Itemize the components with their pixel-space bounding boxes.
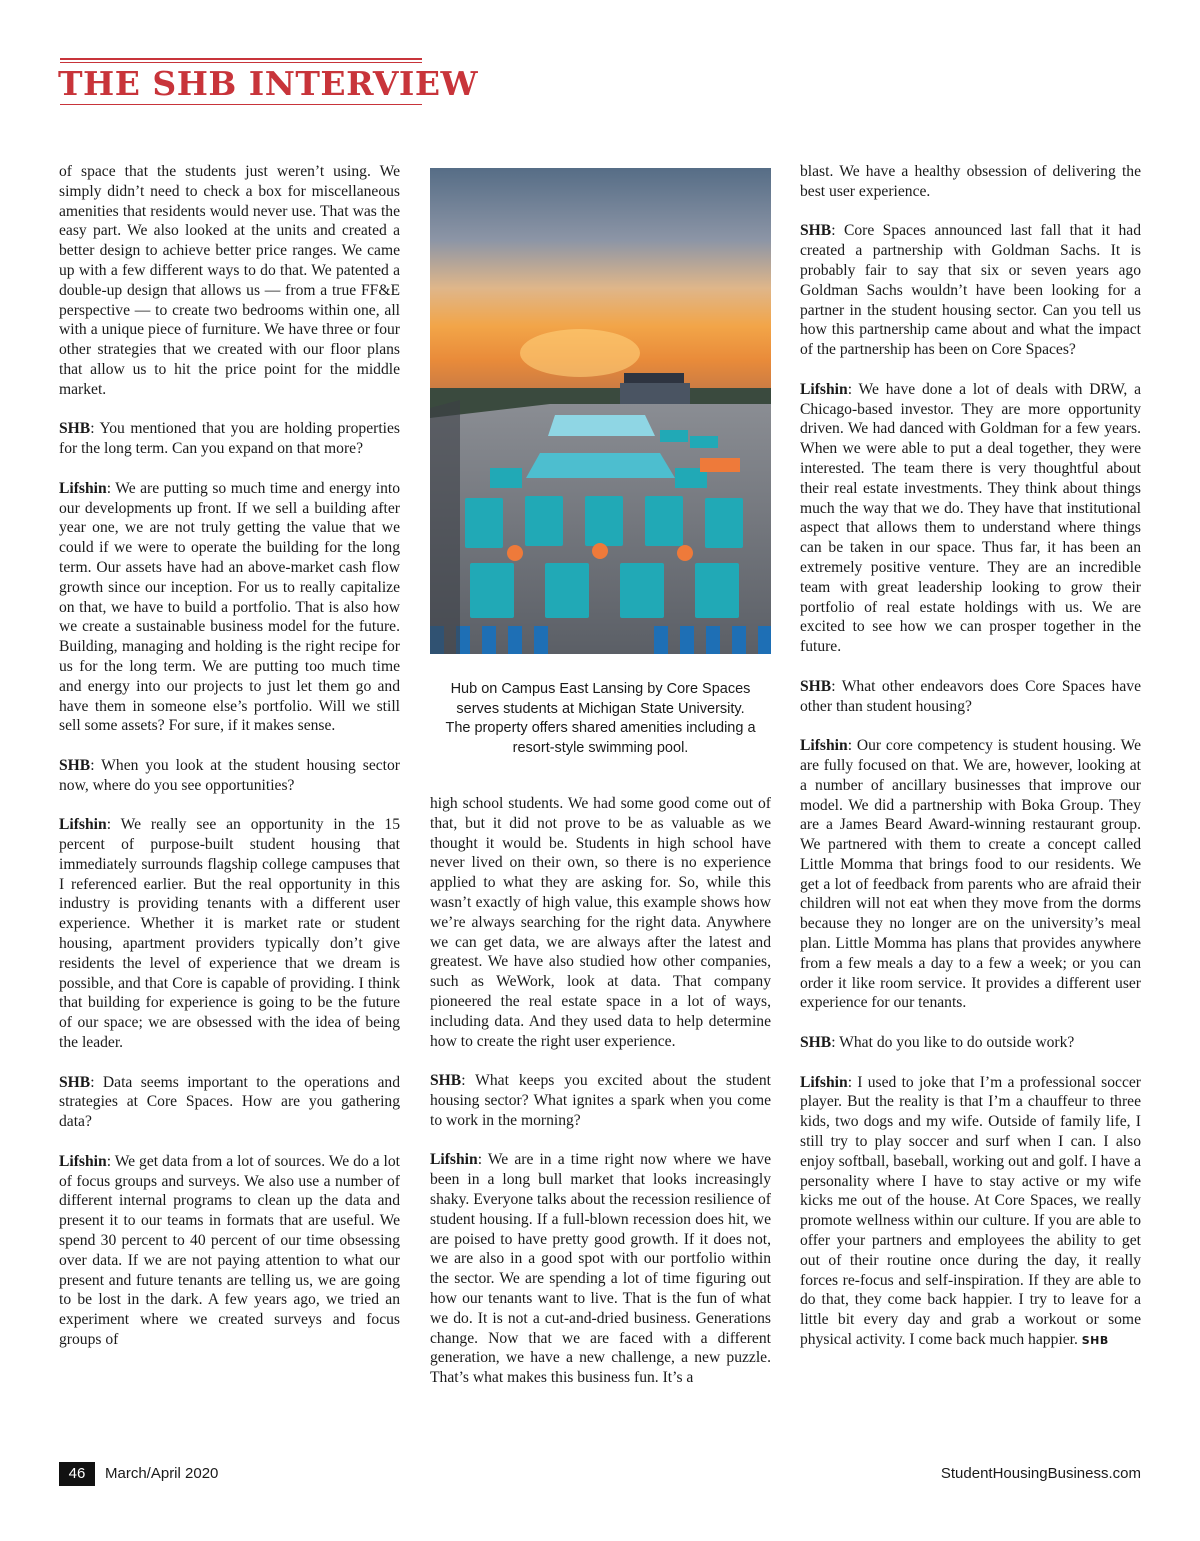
paragraph-text: : We get data from a lot of sources. We do a lot of focus groups and surveys. We also use a number of different internal programs to clean up the data and present it to our teams in formats that are useful. We spend 30 percent to 40 percent of our time obsessing over data. If we are not paying attention to what our present and future tenants are telling us, we are going to be lost in the dark. A few years ago, we tried an experiment where we created surveys and focus groups of [59, 1152, 400, 1349]
end-mark: SHB [1081, 1334, 1109, 1348]
article-column-1 [59, 162, 400, 1370]
speaker: Lifshin [800, 380, 848, 398]
paragraph [59, 1152, 400, 1350]
section-title: THE SHB INTERVIEW [58, 64, 479, 103]
paragraph-text: : I used to joke that I’m a professional soccer player. But the reality is that I’m a chauffeur to three kids, two dogs and my wife. Outside of family life, I still try to play soccer and surf when I can. I also enjoy softball, baseball, working out and golf. I have a personality where I have to stay active or my wife kicks me out of the house. At Core Spaces, we really promote wellness within our culture. If you are able to offer your partners and employees the ability to get out of their routine once during the day, it really forces re-focus and self-inspiration. If they are able to do that, they come back happier. I try to leave for a little bit every day and grab a workout or some physical activity. I come back much happier. [800, 1073, 1141, 1349]
paragraph-text: high school students. We had some good come out of that, but it did not prove to be as valuable as we thought it would be. Students in high school have never lived on their own, so there is no experience applied to what they are asking for. So, while this wasn’t exactly of high value, this example shows how we’re always searching for the right data. Anywhere we can get data, we are always after the latest and greatest. We have also studied how other companies, such as WeWork, look at data. That company pioneered the real estate space in a lot of ways, including data. And they used data to help determine how to create the right user experience. [430, 795, 771, 1050]
speaker: SHB [59, 1073, 91, 1091]
paragraph-text: : Our core competency is student housing. We are fully focused on that. We are, however, looking at a number of ancillary businesses that improve our model. We did a partnership with Boka Group. They are a James Beard Award-winning restaurant group. We partnered with them to create a concept called Little Momma that brings food to our residents. We get a lot of feedback from parents who are afraid their children will not eat when they move from the dorms because they no longer are on the university’s meal plan. Little Momma has plans that provides anywhere from a few meals a day to a few a week; or you can order it like room service. It provides a different user experience for our tenants. [800, 737, 1141, 1012]
paragraph-text: : What do you like to do outside work? [831, 1034, 1075, 1052]
paragraph-text: : We have done a lot of deals with DRW, a Chicago-based investor. They are more opportunity driven. We had danced with Goldman for a few years. When we were able to put a deal together, they were interested. The team there is very thoughtful about their real estate investments. They think about things much the way that we do. They have that institutional aspect that allows them to understand where things can be taken in our space. Thus far, it has been an extremely positive venture. They are an incredible team with great leadership looking to grow their portfolio of real estate holdings with us. We are excited to see how we can prosper together in the future. [800, 380, 1141, 656]
paragraph [59, 1073, 400, 1132]
paragraph [800, 162, 1141, 202]
header-rule-bottom [60, 104, 422, 105]
paragraph [800, 221, 1141, 360]
photo-caption [430, 680, 771, 758]
speaker: Lifshin [59, 1152, 107, 1170]
header-rule-top-thin [60, 62, 422, 63]
paragraph [430, 794, 771, 1051]
speaker: Lifshin [800, 1073, 848, 1091]
paragraph-text: blast. We have a healthy obsession of delivering the best user experience. [800, 163, 1141, 200]
speaker: Lifshin [59, 816, 107, 834]
paragraph [59, 162, 400, 400]
paragraph [800, 736, 1141, 1013]
speaker: Lifshin [800, 737, 848, 755]
speaker: Lifshin [430, 1151, 478, 1169]
caption-line: The property offers shared amenities including a [445, 720, 756, 737]
article-column-3 [800, 162, 1141, 1371]
paragraph-text: : Core Spaces announced last fall that it had created a partnership with Goldman Sachs. It is probably fair to say that six or seven years ago Goldman Sachs wouldn’t have been looking for a partner in the student housing sector. Can you tell us how this partnership came about and what the impact of the partnership has been on Core Spaces? [800, 222, 1141, 359]
paragraph-text: : We are in a time right now where we have been in a long bull market that looks increasingly shaky. Everyone talks about the recession resilience of student housing. If a full-blown recession does hit, we are poised to have pretty good growth. If it does not, we are also in a good spot with our portfolio within the sector. We are spending a lot of time figuring out how our tenants want to live. That is the fun of what we do. It is not a cut-and-dried business. Generations change. Now that we are faced with a different generation, we have a new challenge, a new puzzle. That’s what makes this business fun. It’s a [430, 1151, 771, 1387]
paragraph-text: : You mentioned that you are holding properties for the long term. Can you expand on that more? [59, 420, 400, 458]
header-rule-top [60, 58, 422, 60]
rooftop-pool-photo [430, 168, 771, 654]
paragraph-text: : Data seems important to the operations and strategies at Core Spaces. How are you gathering data? [59, 1073, 400, 1131]
paragraph [59, 479, 400, 736]
paragraph [800, 677, 1141, 717]
page-number: 46 [59, 1462, 95, 1486]
paragraph-text: of space that the students just weren’t using. We simply didn’t need to check a box for miscellaneous amenities that residents would never use. That was the easy part. We also looked at the units and created a better design to achieve better price ranges. We came up with a few different ways to do that. We patented a double-up design that allows us — from a true FF&E perspective — to create two bedrooms within one, all with a unique piece of furniture. We have three or four other strategies that we created with our floor plans that allow us to hit the price point for the middle market. [59, 163, 400, 398]
speaker: SHB [430, 1072, 462, 1090]
article-column-2 [430, 794, 771, 1408]
paragraph-text: : We really see an opportunity in the 15 percent of purpose-built student housing that immediately surrounds flagship college campuses that I referenced earlier. But the real opportunity in this industry is providing tenants with a different user experience. Whether it is market rate or student housing, apartment providers typically don’t give residents the level of experience that we dream is possible, and that Core is capable of providing. I think that building for experience is going to be the future of our space; we are obsessed with the idea of being the leader. [59, 816, 400, 1052]
speaker: SHB [59, 420, 91, 438]
paragraph [800, 1073, 1141, 1351]
paragraph [430, 1071, 771, 1130]
website: StudentHousingBusiness.com [940, 1465, 1141, 1482]
paragraph [59, 815, 400, 1053]
speaker: SHB [800, 222, 832, 240]
speaker: Lifshin [59, 479, 107, 497]
photo-illustration [430, 168, 771, 654]
paragraph-text: : When you look at the student housing sector now, where do you see opportunities? [59, 756, 400, 794]
paragraph-text: : We are putting so much time and energy into our developments up front. If we sell a building after year one, we are not truly getting the value that we could if we were to operate the building for the long term. Our assets have had an above-market cash flow growth since our inception. For us to really capitalize on that, we have to build a portfolio. That is also how we create a sustainable business model for the future. Building, managing and holding is the right recipe for us for the long term. We are putting too much time and energy into our projects to just let them go and have them in someone else’s portfolio. Will we still sell some assets? For sure, if it makes sense. [59, 479, 400, 735]
caption-line: Hub on Campus East Lansing by Core Spaces [450, 681, 751, 697]
speaker: SHB [800, 1034, 832, 1052]
paragraph-text: : What keeps you excited about the student housing sector? What ignites a spark when you come to work in the morning? [430, 1072, 771, 1129]
paragraph [59, 419, 400, 459]
speaker: SHB [800, 677, 832, 695]
caption-line: serves students at Michigan State University. [456, 700, 745, 717]
issue-date: March/April 2020 [105, 1465, 219, 1482]
paragraph [430, 1150, 771, 1388]
paragraph [59, 756, 400, 796]
speaker: SHB [59, 756, 91, 774]
paragraph [800, 1033, 1141, 1053]
paragraph [800, 380, 1141, 657]
paragraph-text: : What other endeavors does Core Spaces have other than student housing? [800, 677, 1141, 715]
caption-line: resort-style swimming pool. [512, 739, 689, 756]
